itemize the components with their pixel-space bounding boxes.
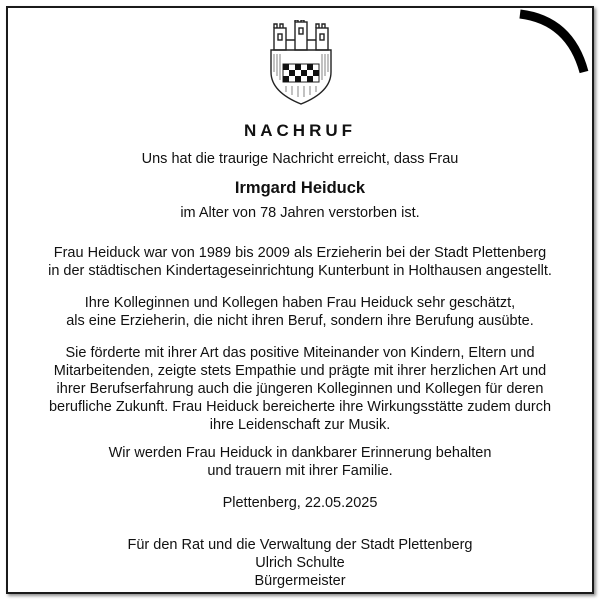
paragraph-1-line-2: in der städtischen Kindertageseinrichtung Kunterbunt in Holthausen angestellt.: [48, 263, 552, 279]
paragraph-3-line-5: ihre Leidenschaft zur Musik.: [209, 417, 391, 433]
signature-name: Ulrich Schulte: [255, 555, 345, 571]
deceased-name: Irmgard Heiduck: [234, 179, 366, 197]
paragraph-2-line-1: Ihre Kolleginnen und Kollegen haben Frau Heiduck sehr geschätzt,: [84, 295, 516, 311]
paragraph-3-line-2: Mitarbeitenden, zeigte stets Empathie und prägte mit ihrer herzlichen Art und: [53, 363, 547, 379]
intro-line: Uns hat die traurige Nachricht erreicht, dass Frau: [141, 151, 459, 167]
paragraph-3-line-4: berufliche Zukunft. Frau Heiduck bereicherte ihre Wirkungsstätte zudem durch: [48, 399, 552, 415]
obituary-card: [6, 6, 594, 594]
paragraph-1-line-1: Frau Heiduck war von 1989 bis 2009 als Erzieherin bei der Stadt Plettenberg: [53, 245, 547, 261]
signature-line-1: Für den Rat und die Verwaltung der Stadt Plettenberg: [127, 537, 473, 553]
paragraph-3-line-3: ihrer Berufserfahrung auch die jüngeren Kolleginnen und Kollegen für deren: [56, 381, 544, 397]
plettenberg-coat-of-arms-icon: [266, 20, 336, 106]
place-date: Plettenberg, 22.05.2025: [222, 495, 378, 511]
paragraph-4-line-2: und trauern mit ihrer Familie.: [207, 463, 393, 479]
paragraph-3-line-1: Sie förderte mit ihrer Art das positive Miteinander von Kindern, Eltern und: [65, 345, 535, 361]
paragraph-4-line-1: Wir werden Frau Heiduck in dankbarer Erinnerung behalten: [108, 445, 492, 461]
signature-title: Bürgermeister: [254, 573, 346, 589]
page-title: NACHRUF: [243, 121, 357, 140]
age-line: im Alter von 78 Jahren verstorben ist.: [180, 205, 420, 221]
paragraph-2-line-2: als eine Erzieherin, die nicht ihren Beruf, sondern ihre Berufung ausübte.: [66, 313, 534, 329]
